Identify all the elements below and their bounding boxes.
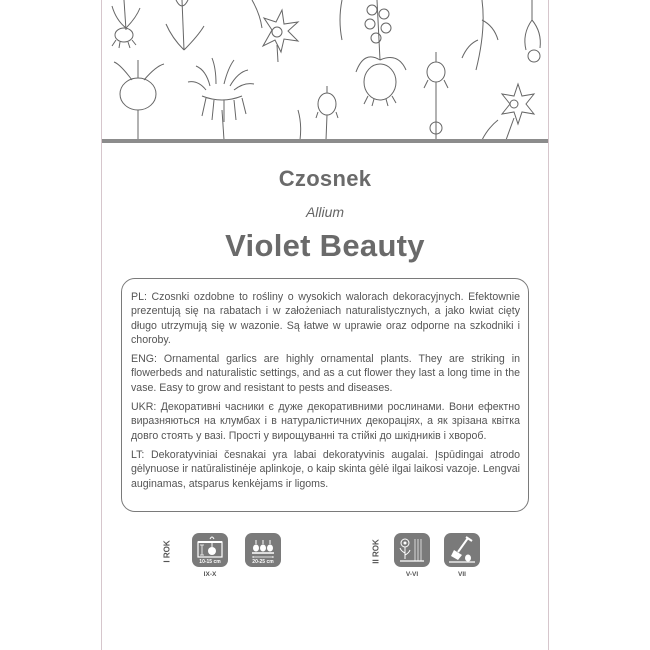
crocus-sketch bbox=[166, 0, 204, 50]
variety-name: Violet Beauty bbox=[225, 228, 425, 263]
digging-tile bbox=[444, 533, 480, 567]
year2-label: II ROK bbox=[371, 539, 381, 564]
description-eng: ENG: Ornamental garlics are highly ornamental plants. They are striking in flowerbeds and naturalistic settings, and as a cut flower they last a long time in the vase. Easy to grow and resistant to pests and diseases. bbox=[131, 353, 520, 394]
depth-text: 10-15 cm bbox=[199, 559, 221, 565]
header-divider bbox=[102, 139, 548, 143]
genus-name: Czosnek bbox=[278, 166, 372, 191]
description-lt: LT: Dekoratyviniai česnakai yra labai dekoratyvinis augalai. Įspūdingai atrodo gėlynuose ir natūralistinėje aplinkoje, o kaip skinta gėlė ilgai laikosi vazoje. Lengvai auginamas, atsparus kenkėjams ir ligoms. bbox=[131, 448, 520, 490]
planting-depth-tile bbox=[192, 533, 228, 567]
plant-spacing-tile bbox=[245, 533, 281, 567]
year1-label: I ROK bbox=[162, 540, 172, 563]
bulb-sketch-4 bbox=[424, 52, 448, 140]
bulb-sketch-1 bbox=[112, 0, 140, 48]
planting-months: IX-X bbox=[203, 571, 217, 578]
latin-name: Allium bbox=[305, 204, 345, 220]
flowering-months: V-VI bbox=[405, 571, 419, 578]
bulb-sketch-2 bbox=[114, 60, 164, 140]
daffodil-sketch-2 bbox=[482, 84, 534, 140]
flowering-icon bbox=[394, 533, 430, 567]
description-pl: PL: Czosnki ozdobne to rośliny o wysokich walorach dekoracyjnych. Efektownie prezentują się na rabatach i w założeniach naturalistycznych, a jako kwiat cięty długo utrzymują się w wazonie. Są łatwe w uprawie oraz odporne na szkodniki i choroby. bbox=[131, 291, 520, 346]
bulb-sketch-3 bbox=[316, 86, 338, 140]
flowering-tile bbox=[394, 533, 430, 567]
crown-imperial-sketch bbox=[188, 58, 254, 140]
botanical-illustration bbox=[102, 0, 548, 140]
digging-icon bbox=[444, 533, 480, 567]
spacing-text: 20-25 cm bbox=[252, 559, 274, 565]
description-box bbox=[121, 278, 529, 512]
seed-packet-card bbox=[101, 0, 549, 650]
description-ukr: UKR: Декоративні часники є дуже декоративними рослинами. Вони ефектно виразняються на клумбах і в натуралістичних декораціях, а як зрізана квітка довго стоять у вазі. Прості у вирощуванні та стійкі до шкідників і хвороб. bbox=[131, 401, 520, 442]
daffodil-sketch bbox=[252, 0, 298, 62]
leaf-sketch bbox=[462, 0, 540, 70]
dig-months: VII bbox=[458, 571, 466, 578]
hyacinth-sketch bbox=[356, 0, 406, 106]
